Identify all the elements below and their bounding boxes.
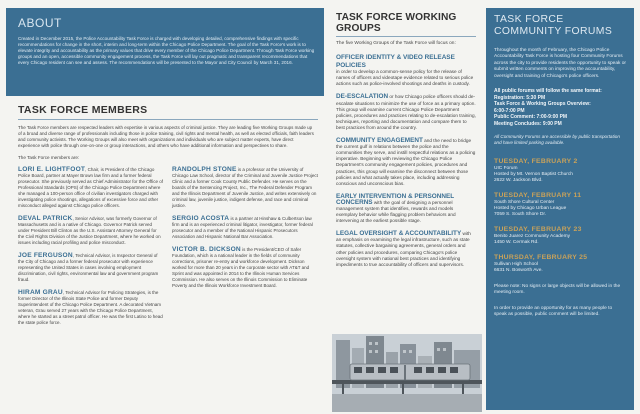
member-bio	[172, 216, 318, 240]
groups-heading: TASK FORCE WORKING GROUPS	[336, 12, 457, 34]
members-column-left	[18, 167, 164, 333]
members-sub: The Task Force members are:	[18, 155, 80, 161]
format-line: Registration: 5:30 PM	[494, 94, 546, 101]
event-date: TUESDAY, FEBRUARY 23	[494, 225, 582, 233]
comment-limit-notice: In order to provide an opportunity for as many people to speak as possible, public comment will be limited.	[494, 306, 613, 318]
about-heading: ABOUT	[18, 16, 62, 30]
member-text: , Technical Advisor for Policing Strategies, is the former Director of the Illinois State Police and former Deputy Superintendent of the Chicago Police Department. A decorated Vietnam veteran, Grau served 27 years with the Chicago Police Department, where he started as a street patrol officer. He was the first Latino to head the state police force.	[18, 290, 163, 326]
member-text: is a professor at the University of Chicago Law School, director of the Criminal and Juvenile Justice Project Clinic and a former Cook County Public Defender. He serves on the boards of the Sentencing Project, Inc., The Federal Defender Program and the Illinois Department of Juvenile Justice, and writes extensively on criminal law, juvenile justice, indigent defense, and race and criminal justice.	[172, 167, 318, 209]
forum-event	[494, 254, 626, 274]
event-line: South Shore Cultural Center	[494, 199, 555, 205]
member-text: is the President/CEO of Safer Foundation, which is a national leader in the fields of community corrections, prisoner re-entry and workforce development. Dickson worked for more than 20 years in the corporate sector with AT&T and Sprint and was appointed in 2014 to the Illinois Human Services Commission. He also serves on the Illinois Commission to Eliminate Poverty and the Illinois Workforce Investment Board.	[172, 247, 310, 289]
working-group	[336, 138, 476, 187]
members-heading: TASK FORCE MEMBERS	[18, 104, 148, 116]
about-panel	[6, 8, 324, 96]
member-name: SERGIO ACOSTA	[172, 215, 230, 223]
forum-event	[494, 226, 626, 246]
format-line: Task Force & Working Groups Overview:	[494, 101, 591, 108]
event-line: 7059 S. South Shore Dr.	[494, 211, 546, 217]
forum-format	[494, 88, 626, 128]
working-group	[336, 194, 476, 224]
event-line: 6631 N. Bosworth Ave.	[494, 267, 543, 273]
working-group-title: COMMUNITY ENGAGEMENT	[336, 137, 423, 145]
forums-intro: Throughout the month of February, the Chicago Police Accountability Task Force is hosting four Community Forums across the city to provide residents the opportunity to speak or submit written comments on improving the accountability, oversight and training of Chicago's police officers.	[494, 48, 626, 79]
event-line: Sullivan High School	[494, 261, 538, 267]
member-bio	[18, 216, 164, 246]
working-group-text: in order to develop a common-sense policy for the release of names of officers and videotape evidence related to serious police actions such as police-involved shootings and deaths in custody.	[336, 69, 474, 87]
event-date: THURSDAY, FEBRUARY 25	[494, 253, 588, 261]
member-text: , Senior Advisor, was formerly Governor of Massachusetts and is a native of Chicago. Governor Patrick served under President Bill Clinton as the U.S. Assistant Attorney General for the Civil Rights Division of the Justice Department, where he worked on issues including racial profiling and police misconduct.	[18, 216, 161, 246]
city-train-photo	[332, 334, 482, 412]
working-group	[336, 94, 476, 131]
member-text: is a partner at Hinshaw & Culbertson law firm and is an experienced criminal litigator, investigator, former federal prosecutor and a member of the National Hispanic Prosecutors Association and Hispanic National Bar Association.	[172, 216, 313, 240]
member-bio	[18, 253, 164, 283]
member-name: DEVAL PATRICK	[18, 215, 73, 223]
about-body: Created in December 2015, the Police Accountability Task Force is charged with developing detailed, comprehensive findings with specific recommendations for change in the short, interim and long-term within the Chicago Police Department. The goal of the Task Force's work is to elevate integrity and accountability as the primary values that drive every member of the Chicago Police Department. Through Task Force working groups and an open, accessible community engagement process, the Task Force will lay out pragmatic and transparent recommendations that every Chicago resident can see and assess. The recommendations will be presented to the Mayor and City Council by March 31, 2016.	[18, 36, 315, 65]
working-group-title: LEGAL OVERSIGHT & ACCOUNTABILITY	[336, 230, 462, 238]
member-name: JOE FERGUSON	[18, 252, 73, 260]
event-line: 2622 W. Jackson Blvd.	[494, 177, 543, 183]
working-group-text: and the need to bridge the current gulf in relations between the police and the communities they serve, and instill respectful relations as a policing imperative. Beginning with reviewing the Chicago Police Department's community engagement policies, procedures and practices, this group will examine the disconnect between those policies and what actually takes place, including addressing conscious and unconscious bias.	[336, 138, 476, 186]
community-forums-panel	[486, 8, 634, 410]
event-date: TUESDAY, FEBRUARY 11	[494, 191, 582, 199]
working-group-title: OFFICER IDENTITY & VIDEO RELEASE POLICIES	[336, 54, 455, 69]
event-line: Hosted by Chicago Urban League	[494, 205, 567, 211]
forum-event	[494, 158, 626, 184]
forum-event	[494, 192, 626, 218]
divider	[18, 119, 318, 120]
signs-notice: Please note: No signs or large objects will be allowed in the meeting room.	[494, 283, 621, 295]
working-group-text: with an emphasis on examining the legal infrastructure, such as state statutes, collective bargaining agreements, general orders and other policies and procedures, comparing Chicago's police oversight system with national best practices and identifying impediments to true accountability of officers and supervisors.	[336, 231, 471, 267]
transport-note: All Community Forums are accessible by public transportation and have limited parking available.	[494, 133, 620, 145]
member-name: HIRAM GRAU	[18, 289, 63, 297]
event-line: Benito Juarez Community Academy	[494, 233, 570, 239]
working-group-title: DE-ESCALATION	[336, 93, 389, 101]
member-bio	[18, 167, 164, 209]
event-date: TUESDAY, FEBRUARY 2	[494, 157, 578, 165]
member-text: , Chair, is President of the Chicago Police Board, partner at Mayer Brown law firm and a former federal prosecutor. She previously served as Chief Administrator for the Office of Professional Standards (OPS) of the Chicago Police Department where she managed a 100-person office of civilian investigators charged with investigating police shootings, allegations of excessive force and other misconduct alleged against Chicago police officers.	[18, 167, 163, 209]
working-group-text: or how Chicago police officers should de-escalate situations to minimize the use of force as a primary option. This group will examine current Chicago Police Department policies, procedures and practices relating to de-escalation training, techniques, reporting and documentation and compare them to best practices from around the country.	[336, 94, 476, 130]
format-line: Meeting Concludes: 9:00 PM	[494, 121, 562, 127]
working-group	[336, 231, 476, 268]
forums-heading: TASK FORCE COMMUNITY FORUMS	[494, 14, 613, 37]
members-intro: The Task Force members are respected leaders with expertise in various aspects of criminal justice. They are leading five Working Groups made up of a broad and diverse range of professionals including those in police training, civil rights and mental health, as well as elected officials, faith leaders and community activists. The Working Groups will also meet with organizations and individuals who are subject matter experts, have direct experience with police through one-on-one or group interactions, and others who have additional information and perspectives to share.	[18, 125, 314, 149]
format-line: Public Comment: 7:00-9:00 PM	[494, 114, 568, 121]
member-name: LORI E. LIGHTFOOT	[18, 166, 86, 174]
format-line: 6:00-7:00 PM	[494, 107, 525, 114]
groups-lead: The five Working Groups of the Task Force will focus on:	[336, 41, 456, 46]
city-train-illustration	[332, 334, 482, 412]
member-name: VICTOR B. DICKSON	[172, 246, 241, 254]
working-group-title: EARLY INTERVENTION & PERSONNEL CONCERNS	[336, 192, 455, 206]
member-bio	[172, 167, 318, 209]
member-text: , Technical Advisor, is Inspector General of the City of Chicago and a former federal prosecutor with experience representing the United States in cases involving employment discrimination, civil rights, environmental law and government program fraud.	[18, 253, 159, 283]
members-column-right	[172, 167, 318, 296]
event-line: Hosted by Mt. Vernon Baptist Church	[494, 171, 573, 177]
working-group-text: with the goal of designing a personnel management system that identifies, rewards and models exemplary behavior while flagging problem behaviors and intervening at the earliest possible stage.	[336, 199, 456, 224]
member-bio	[172, 247, 318, 289]
event-line: UIC Forum	[494, 165, 518, 171]
format-line: All public forums will follow the same format:	[494, 88, 602, 95]
event-line: 1450 W. Cermak Rd.	[494, 239, 539, 245]
member-bio	[18, 290, 164, 326]
members-section	[6, 100, 324, 410]
divider	[336, 36, 476, 37]
working-group	[336, 54, 476, 87]
member-name: RANDOLPH STONE	[172, 166, 237, 174]
